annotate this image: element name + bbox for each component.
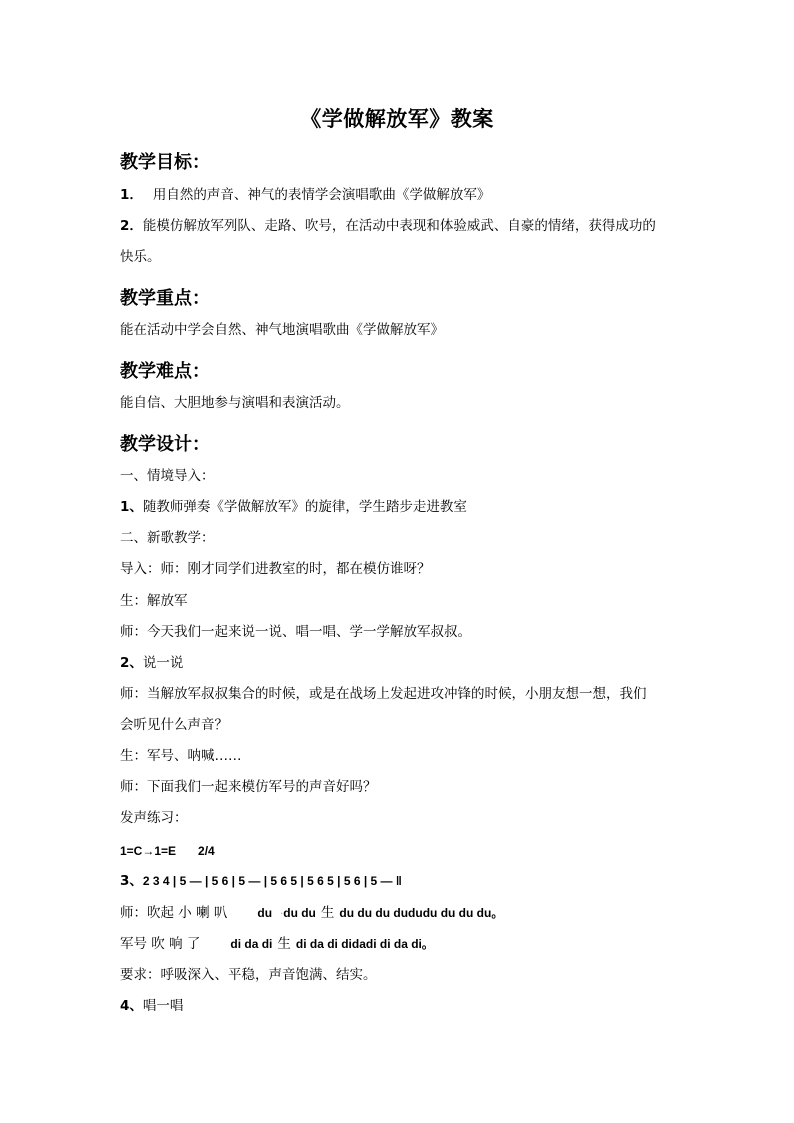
trumpet-syllable-3: du du du dududu du du du。	[339, 906, 504, 920]
notation-text: 2 3 4 | 5 — | 5 6 | 5 — | 5 6 5 | 5 6 5 | 5 6 | 5 — ‖	[142, 874, 402, 888]
design-line-7-number: 2、	[120, 655, 143, 671]
trumpet-syllable-2: du du	[283, 906, 316, 920]
bugle-lyric-line	[120, 935, 434, 953]
design-line-2-number: 1、	[120, 499, 143, 515]
design-line-7	[120, 654, 183, 672]
goals-heading: 教学目标：	[120, 152, 210, 173]
design-line-11: 师：下面我们一起来模仿军号的声音好吗？	[120, 779, 377, 795]
design-line-18-number: 4、	[120, 998, 143, 1014]
design-line-18	[120, 997, 183, 1015]
design-line-8: 师：当解放军叔叔集合的时候，或是在战场上发起进攻冲锋的时候，小朋友想一想，我们	[120, 686, 647, 702]
design-line-5: 生：解放军	[120, 593, 188, 609]
design-line-2-text: 随教师弹奏《学做解放军》的旋律，学生踏步走进教室	[142, 499, 467, 515]
design-line-3: 二、新歌教学：	[120, 530, 215, 546]
dot-mark-icon: ·	[280, 909, 284, 920]
design-line-1: 一、情境导入：	[120, 468, 215, 484]
trumpet-lyric-line	[120, 904, 503, 924]
goal-1-number: 1．	[120, 187, 143, 203]
bugle-syllable-2: di da di didadi di da di。	[295, 937, 434, 951]
design-line-2	[120, 498, 467, 516]
key-change: 1=C→1=E	[120, 844, 177, 858]
vocal-exercise-notes	[120, 872, 402, 890]
difficulty-heading: 教学难点：	[120, 361, 210, 382]
goal-2-number: 2．	[120, 218, 143, 234]
trumpet-syllable-1: du	[257, 906, 273, 920]
design-heading: 教学设计：	[120, 434, 210, 455]
focus-text: 能在活动中学会自然、神气地演唱歌曲《学做解放军》	[120, 322, 444, 338]
goal-1	[120, 186, 490, 204]
bugle-student-label: 生	[277, 936, 291, 952]
focus-heading: 教学重点：	[120, 288, 210, 309]
trumpet-lyric-teacher: 师：吹起 小 喇 叭	[120, 905, 228, 921]
key-change-line	[120, 842, 215, 860]
design-line-17: 要求：呼吸深入、平稳，声音饱满、结实。	[120, 967, 377, 983]
trumpet-student-label: 生	[320, 905, 335, 921]
design-line-14-number: 3、	[120, 873, 143, 889]
design-line-7-text: 说一说	[142, 655, 184, 671]
goal-2-text: 能模仿解放军列队、走路、吹号，在活动中表现和体验威武、自豪的情绪，获得成功的	[142, 218, 656, 234]
time-signature: 2/4	[198, 844, 215, 858]
design-line-9: 会听见什么声音？	[120, 717, 228, 733]
design-line-12: 发声练习：	[120, 810, 188, 826]
design-line-6: 师：今天我们一起来说一说、唱一唱、学一学解放军叔叔。	[120, 624, 471, 640]
document-title: 《学做解放军》教案	[300, 107, 494, 131]
goal-1-text: 用自然的声音、神气的表情学会演唱歌曲《学做解放军》	[152, 187, 491, 203]
bugle-lyric-text: 军号 吹 响 了	[120, 936, 201, 952]
bugle-syllable-1: di da di	[230, 937, 273, 951]
design-line-10: 生：军号、呐喊……	[120, 748, 242, 764]
goal-2-continuation: 快乐。	[120, 249, 161, 265]
design-line-4: 导入：师：刚才同学们进教室的时，都在模仿谁呀？	[120, 561, 431, 577]
design-line-18-text: 唱一唱	[142, 998, 184, 1014]
goal-2	[120, 217, 656, 235]
difficulty-text: 能自信、大胆地参与演唱和表演活动。	[120, 395, 350, 411]
